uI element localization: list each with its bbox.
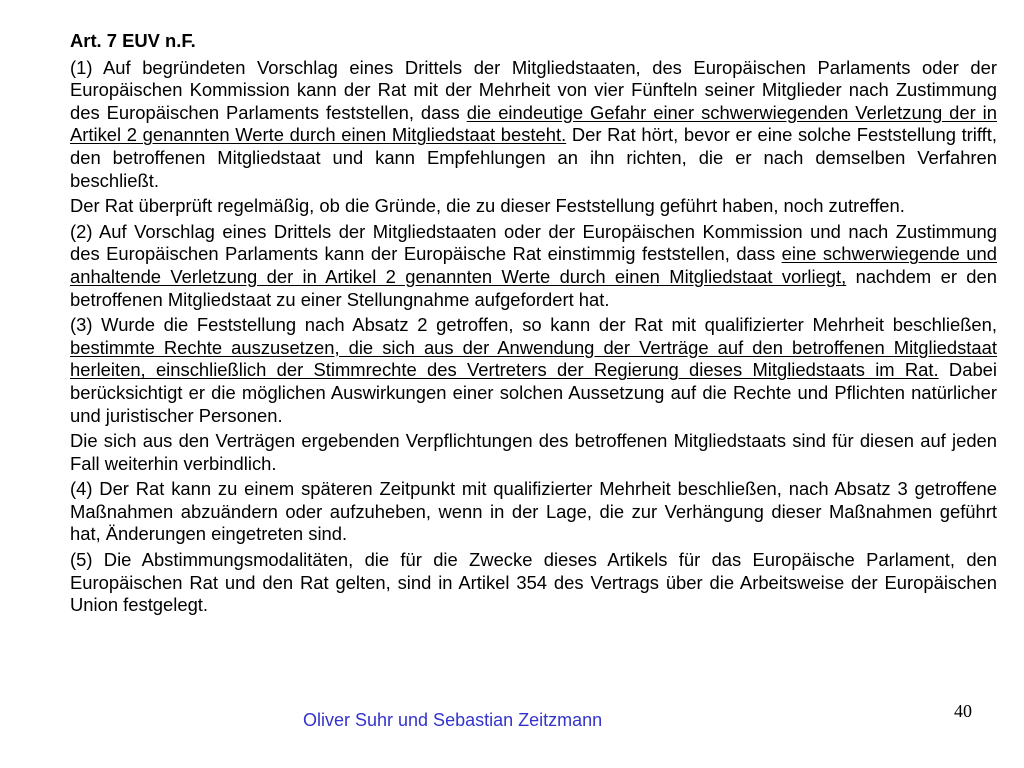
footer-author: Oliver Suhr und Sebastian Zeitzmann (303, 710, 603, 730)
document-body (70, 30, 997, 620)
paragraph-2: Der Rat überprüft regelmäßig, ob die Gründe, die zu dieser Feststellung geführt haben, noch zutreffen. (70, 195, 905, 217)
paragraph-1-text-a: (1) Auf begründeten Vorschlag eines Drittels der Mitgliedstaaten, des Europäischen Parlaments oder der Europäischen Kommission kann der Rat mit der Mehrheit von vier Fünfteln seiner Mitglieder nach Zustimmung des Europäischen Parlaments feststellen, dass (70, 56, 997, 123)
page-number: 40 (954, 701, 972, 721)
paragraph-4-underlined: bestimmte Rechte auszusetzen, die sich aus der Anwendung der Verträge auf den betroffenen Mitgliedstaat herleiten, einschließlich der Stimmrechte des Vertreters der Regierung dieses Mitgliedstaats im Rat. (70, 336, 997, 381)
paragraph-5: Die sich aus den Verträgen ergebenden Verpflichtungen des betroffenen Mitgliedstaats sind für diesen auf jeden Fall weiterhin verbindlich. (70, 430, 997, 474)
paragraph-1-text-b: Der Rat hört, bevor er eine solche Feststellung trifft, den betroffenen Mitgliedstaat und kann Empfehlungen an ihn richten, die er nach demselben Verfahren beschließt. (70, 124, 997, 191)
paragraph-1-underlined: die eindeutige Gefahr einer schwerwiegenden Verletzung der in Artikel 2 genannten Werte durch einen Mitgliedstaat besteht. (70, 101, 997, 146)
paragraph-3-text-a: (2) Auf Vorschlag eines Drittels der Mitgliedstaaten oder der Europäischen Kommission und nach Zustimmung des Europäischen Parlaments kann der Europäische Rat einstimmig feststellen, dass (70, 220, 997, 265)
paragraph-3 (70, 221, 997, 311)
paragraph-3-underlined: eine schwerwiegende und anhaltende Verletzung der in Artikel 2 genannten Werte durch einen Mitgliedstaat vorliegt, (70, 243, 997, 287)
paragraph-4-text-a: (3) Wurde die Feststellung nach Absatz 2 getroffen, so kann der Rat mit qualifizierter Mehrheit beschließen, (70, 314, 997, 336)
paragraph-4-text-b: Dabei berücksichtigt er die möglichen Auswirkungen einer solchen Aussetzung auf die Rechte und Pflichten natürlicher und juristischer Personen. (70, 359, 997, 426)
article-title: Art. 7 EUV n.F. (70, 30, 196, 51)
paragraph-4 (70, 314, 997, 427)
paragraph-7: (5) Die Abstimmungsmodalitäten, die für die Zwecke dieses Artikels für das Europäische Parlament, den Europäischen Rat und den Rat gelten, sind in Artikel 354 des Vertrags über die Arbeitsweise der Europäischen Union festgelegt. (70, 549, 997, 616)
paragraph-6: (4) Der Rat kann zu einem späteren Zeitpunkt mit qualifizierter Mehrheit beschließen, nach Absatz 3 getroffene Maßnahmen abzuändern oder aufzuheben, wenn in der Lage, die zur Verhängung dieser Maßnahmen geführt hat, Änderungen eingetreten sind. (70, 478, 997, 545)
paragraph-3-text-b: nachdem er den betroffenen Mitgliedstaat zu einer Stellungnahme aufgefordert hat. (70, 265, 997, 310)
paragraph-1 (70, 57, 997, 193)
